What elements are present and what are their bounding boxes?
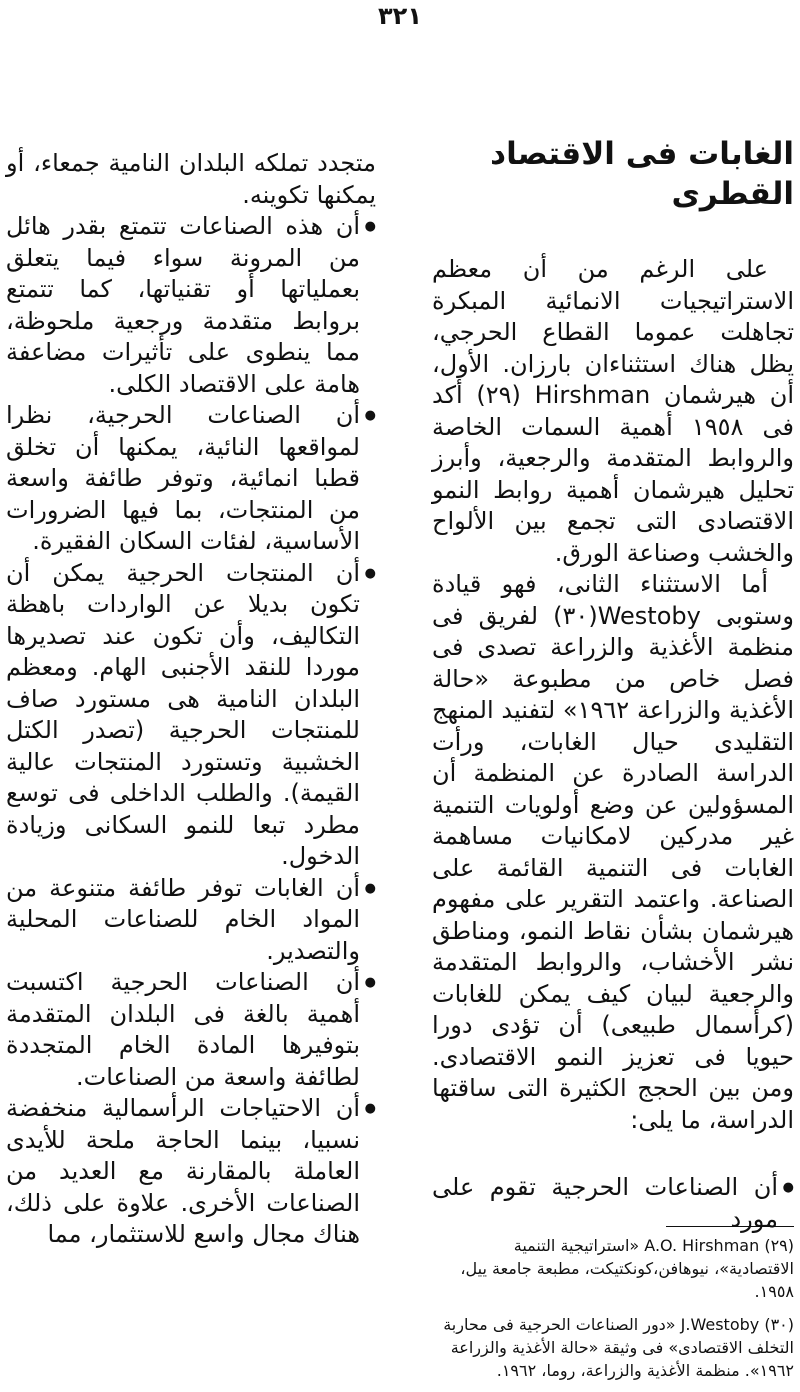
page-number: ٣٢١ (378, 2, 422, 30)
left-column (6, 148, 376, 1251)
footnotes (432, 1234, 794, 1392)
bullet-item: ● أن المنتجات الحرجية يمكن أن تكون بديلا عن الواردات باهظة التكاليف، وأن تكون عند تصديرها موردا للنقد الأجنبى الهام. ومعظم البلدان النامية هى مستورد صاف للمنتجات الحرجية (تصدر الكتل الخشبية وتستورد المنتجات عالية القيمة). والطلب الداخلى فى توسع مطرد تبعا للنمو السكانى وزيادة الدخول. (6, 558, 376, 873)
footnote-29: (٢٩) A.O. Hirshman «استراتيجية التنمية الاقتصادية»، نيوهافن،كونكتيكت، مطبعة جامعة ييل، ١٩٥٨. (460, 1236, 794, 1301)
bullet-list-left (6, 211, 376, 1251)
paragraph-westoby: أما الاستثناء الثانى، فهو قيادة وستوبى Westoby(٣٠) لفريق فى منظمة الأغذية والزراعة تصدى فى فصل خاص من مطبوعة «حالة الأغذية والزراعة ١٩٦٢» لتفنيد المنهج التقليدى حيال الغابات، ورأت الدراسة الصادرة عن المنظمة أن المسؤولين عن وضع أولويات التنمية غير مدركين لامكانيات مساهمة الغابات فى التنمية القائمة على الصناعة. واعتمد التقرير على مفهوم هيرشمان بشأن نقاط النمو، ومناطق نشر الأخشاب، والروابط المتقدمة والرجعية لبيان كيف يمكن للغابات (كرأسمال طبيعى) أن تؤدى دورا حيويا فى تعزيز النمو الاقتصادى. ومن بين الحجج الكثيرة التى ساقتها الدراسة، ما يلى: (432, 570, 794, 1134)
bullet-item: ● أن الصناعات الحرجية، نظرا لمواقعها النائية، يمكنها أن تخلق قطبا انمائية، وتوفر طائفة واسعة من المنتجات، بما فيها الضرورات الأساسية، لفئات السكان الفقيرة. (6, 400, 376, 558)
bullet-continuation: متجدد تملكه البلدان النامية جمعاء، أو يمكنها تكوينه. (6, 149, 376, 209)
paragraph-hirshman: على الرغم من أن معظم الاستراتيجيات الانمائية المبكرة تجاهلت عموما القطاع الحرجي، يظل هناك استثناءان بارزان. الأول، أن هيرشمان Hirshman (٢٩) أكد فى ١٩٥٨ أهمية السمات الخاصة والروابط المتقدمة والرجعية، وأبرز تحليل هيرشمان أهمية روابط النمو الاقتصادى التى تجمع بين الألواح والخشب وصناعة الورق. (432, 255, 794, 567)
bullet-item: ● أن هذه الصناعات تتمتع بقدر هائل من المرونة سواء فيما يتعلق بعملياتها أو تقنياتها، كما تتمتع بروابط متقدمة ورجعية ملحوظة، مما ينطوى على تأثيرات مضاعفة هامة على الاقتصاد الكلى. (6, 211, 376, 400)
footnote-30: (٣٠) J.Westoby «دور الصناعات الحرجية فى محاربة التخلف الاقتصادى» فى وثيقة «حالة الأغذية والزراعة ١٩٦٢». منظمة الأغذية والزراعة، روما، ١٩٦٢. (443, 1315, 794, 1380)
bullet-item: ● أن الصناعات الحرجية اكتسبت أهمية بالغة فى البلدان المتقدمة بتوفيرها المادة الخام المتجددة لطائفة واسعة من الصناعات. (6, 967, 376, 1093)
section-title: الغابات فى الاقتصاد القطرى (490, 136, 794, 212)
bullet-item: ● أن الاحتياجات الرأسمالية منخفضة نسبيا، بينما الحاجة ملحة للأيدى العاملة بالمقارنة مع العديد من الصناعات الأخرى. علاوة على ذلك، هناك مجال واسع للاستثمار، مما (6, 1093, 376, 1251)
footnote-divider (666, 1226, 794, 1227)
bullet-item: ● أن الصناعات الحرجية تقوم على مورد (432, 1172, 794, 1235)
bullet-item: ● أن الغابات توفر طائفة متنوعة من المواد الخام للصناعات المحلية والتصدير. (6, 873, 376, 968)
right-column (432, 134, 794, 1235)
